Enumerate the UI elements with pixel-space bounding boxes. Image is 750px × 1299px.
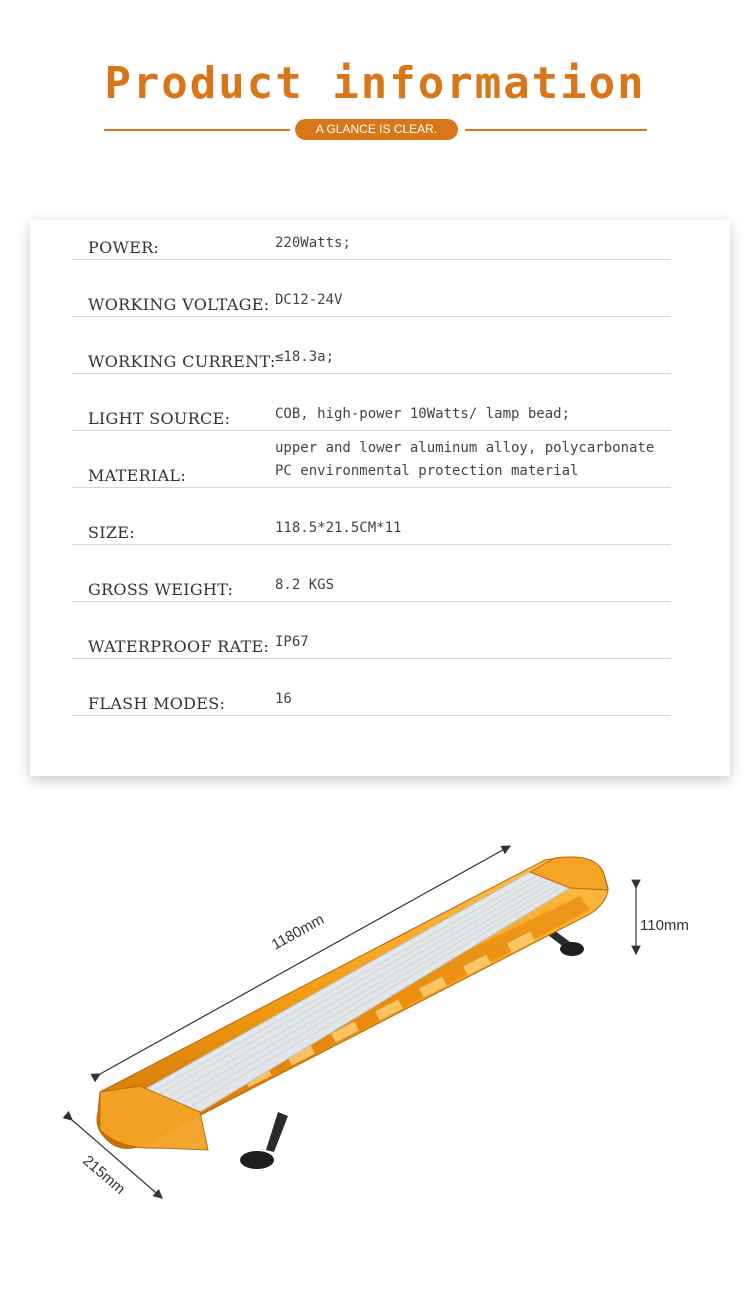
spec-label: WORKING CURRENT: <box>88 352 276 371</box>
light-bar-product-image <box>60 830 720 1230</box>
spec-label: FLASH MODES: <box>88 694 226 713</box>
spec-value: 220Watts; <box>275 235 351 251</box>
spec-label: WORKING VOLTAGE: <box>88 295 270 314</box>
page-title: Product information <box>104 58 646 109</box>
spec-row <box>72 203 671 260</box>
spec-value: COB, high-power 10Watts/ lamp bead; <box>275 406 571 422</box>
title-rule-right <box>465 129 647 131</box>
spec-value: DC12-24V <box>275 292 343 308</box>
spec-label: POWER: <box>88 238 160 257</box>
spec-value: 8.2 KGS <box>275 577 335 593</box>
mount-foot-right <box>548 930 584 956</box>
spec-label: LIGHT SOURCE: <box>88 409 231 428</box>
mount-foot-left <box>240 1112 288 1169</box>
spec-row <box>72 431 671 488</box>
spec-value: ≤18.3a; <box>275 349 335 365</box>
spec-value: IP67 <box>275 634 309 650</box>
spec-value: 16 <box>275 691 292 707</box>
spec-row <box>72 659 671 716</box>
spec-row <box>72 488 671 545</box>
length-dimension-label: 1180mm <box>268 910 328 954</box>
spec-label: WATERPROOF RATE: <box>88 637 270 656</box>
spec-card <box>30 220 730 776</box>
spec-label: MATERIAL: <box>88 466 187 485</box>
width-dimension-label: 215mm <box>79 1152 129 1198</box>
tagline-badge: A GLANCE IS CLEAR. <box>295 119 458 140</box>
spec-label: GROSS WEIGHT: <box>88 580 234 599</box>
spec-row <box>72 317 671 374</box>
height-dimension-label: 110mm <box>640 917 689 934</box>
title-rule-left <box>104 129 290 131</box>
spec-row <box>72 374 671 431</box>
spec-row <box>72 260 671 317</box>
spec-value: 118.5*21.5CM*11 <box>275 520 402 536</box>
spec-label: SIZE: <box>88 523 135 542</box>
spec-row <box>72 545 671 602</box>
spec-row <box>72 602 671 659</box>
spec-value: upper and lower aluminum alloy, polycarbonate PC environmental protection material <box>275 440 655 479</box>
